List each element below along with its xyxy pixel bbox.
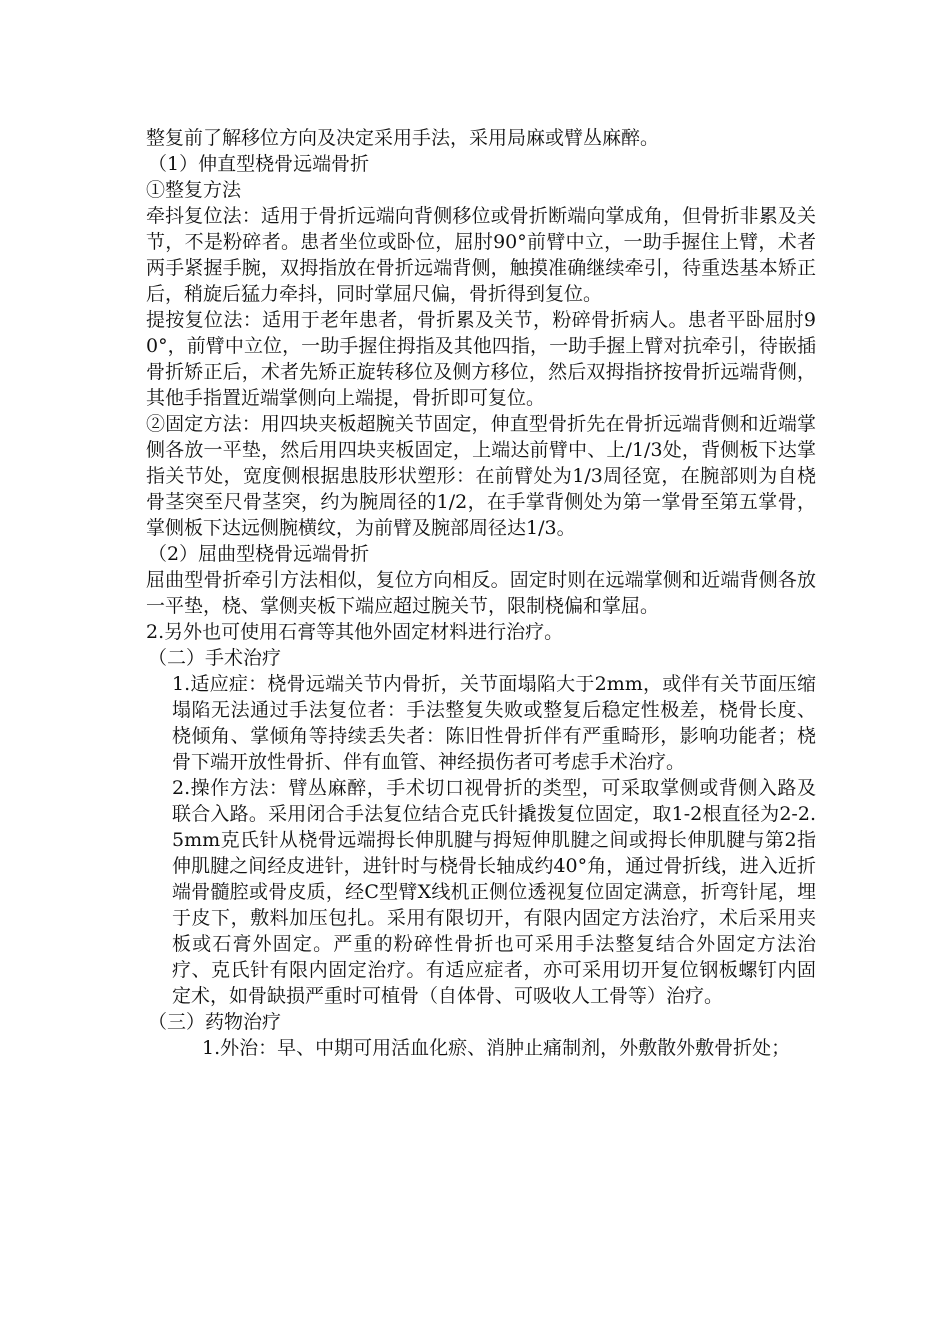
paragraph-fixation-method: ②固定方法：用四块夹板超腕关节固定，伸直型骨折先在骨折远端背侧和近端掌侧各放一平垫，然后用四块夹板固定，上端达前臂中、上/1/3处，背侧板下达掌指关节处，宽度侧根据患肢形状塑形：在前臂处为1/3周径宽，在腕部则为自桡骨茎突至尺骨茎突，约为腕周径的1/2，在手掌背侧处为第一掌骨至第五掌骨，掌侧板下达远侧腕横纹，为前臂及腕部周径达1/3。	[146, 413, 816, 539]
paragraph-traction-shake-reduction: 牵抖复位法：适用于骨折远端向背侧移位或骨折断端向掌成角，但骨折非累及关节，不是粉碎者。患者坐位或卧位，屈肘90°前臂中立，一助手握住上臂，术者两手紧握手腕，双拇指放在骨折远端背侧，触摸准确继续牵引，待重迭基本矫正后，稍旋后猛力牵抖，同时掌屈尺偏，骨折得到复位。	[146, 205, 816, 305]
paragraph-operation-method: 2.操作方法：臂丛麻醉，手术切口视骨折的类型，可采取掌侧或背侧入路及联合入路。采用闭合手法复位结合克氏针撬拨复位固定，取1-2根直径为2-2.5mm克氏针从桡骨远端拇长伸肌腱与拇短伸肌腱之间或拇长伸肌腱与第2指伸肌腱之间经皮进针，进针时与桡骨长轴成约40°角，通过骨折线，进入近折端骨髓腔或骨皮质，经C型臂X线机正侧位透视复位固定满意，折弯针尾，埋于皮下，敷料加压包扎。采用有限切开，有限内固定方法治疗，术后采用夹板或石膏外固定。严重的粉碎性骨折也可采用手法整复结合外固定方法治疗、克氏针有限内固定治疗。有适应症者，亦可采用切开复位钢板螺钉内固定术，如骨缺损严重时可植骨（自体骨、可吸收人工骨等）治疗。	[172, 777, 816, 1007]
section-heading-surgical-treatment: （二）手术治疗	[148, 647, 282, 669]
subheading-reduction-method: ①整复方法	[146, 179, 242, 201]
section-heading-drug-treatment: （三）药物治疗	[148, 1011, 282, 1033]
intro-paragraph: 整复前了解移位方向及决定采用手法，采用局麻或臂丛麻醉。	[146, 127, 660, 149]
section-heading-extension-fracture: （1）伸直型桡骨远端骨折	[148, 153, 370, 175]
section-heading-flexion-fracture: （2）屈曲型桡骨远端骨折	[148, 543, 370, 565]
paragraph-flexion-fracture: 屈曲型骨折牵引方法相似，复位方向相反。固定时则在远端掌侧和近端背侧各放一平垫，桡、掌侧夹板下端应超过腕关节，限制桡偏和掌屈。	[146, 569, 816, 617]
paragraph-lift-press-reduction: 提按复位法：适用于老年患者，骨折累及关节，粉碎骨折病人。患者平卧屈肘90°，前臂中立位，一助手握住拇指及其他四指，一助手握上臂对抗牵引，待嵌插骨折矫正后，术者先矫正旋转移位及侧方移位，然后双拇指挤按骨折远端背侧，其他手指置近端掌侧向上端提，骨折即可复位。	[146, 309, 816, 409]
paragraph-plaster-fixation: 2.另外也可使用石膏等其他外固定材料进行治疗。	[146, 621, 564, 643]
paragraph-indications: 1.适应症：桡骨远端关节内骨折，关节面塌陷大于2mm，或伴有关节面压缩塌陷无法通过手法复位者：手法整复失败或整复后稳定性极差，桡骨长度、桡倾角、掌倾角等持续丢失者：陈旧性骨折伴有严重畸形，影响功能者；桡骨下端开放性骨折、伴有血管、神经损伤者可考虑手术治疗。	[172, 673, 816, 773]
paragraph-external-treatment: 1.外治：早、中期可用活血化瘀、消肿止痛制剂，外敷散外敷骨折处；	[202, 1037, 791, 1059]
document-body	[146, 125, 816, 1061]
